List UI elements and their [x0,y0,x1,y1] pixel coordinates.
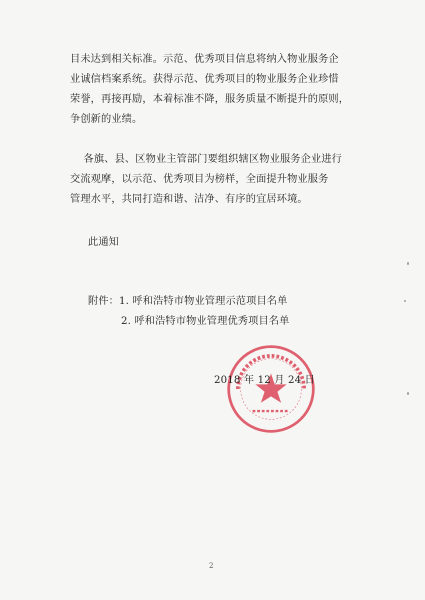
notice-text: 此通知 [88,237,120,248]
text-line: 目未达到相关标准。示范、优秀项目信息将纳入物业服务企 [70,54,339,65]
attachments-list [88,292,289,332]
paragraph-exchange [70,150,342,210]
text-line: 管理水平，共同打造和谐、洁净、有序的宜居环境。 [70,194,308,205]
paragraph-standards [70,50,349,130]
text-line: 荣誉，再接再励，本着标准不降，服务质量不断提升的原则， [70,94,350,105]
document-date: 2018 年 12 月 24 日 [214,375,316,386]
attachment-item: 附件：1. 呼和浩特市物业管理示范项目名单 [88,296,288,307]
page-number: 2 [209,562,214,570]
text-line: 争创新的业绩。 [70,114,143,125]
scan-speck [404,300,406,302]
text-line: 交流观摩，以示范、优秀项目为榜样，全面提升物业服务 [70,174,329,185]
scan-speck [407,262,409,265]
scan-speck [407,392,409,395]
text-line: 业诚信档案系统。获得示范、优秀项目的物业服务企业珍惜 [70,74,339,85]
text-line: 各旗、县、区物业主管部门要组织辖区物业服务企业进行 [70,154,342,165]
attachment-item: 2. 呼和浩特市物业管理优秀项目名单 [121,316,290,327]
